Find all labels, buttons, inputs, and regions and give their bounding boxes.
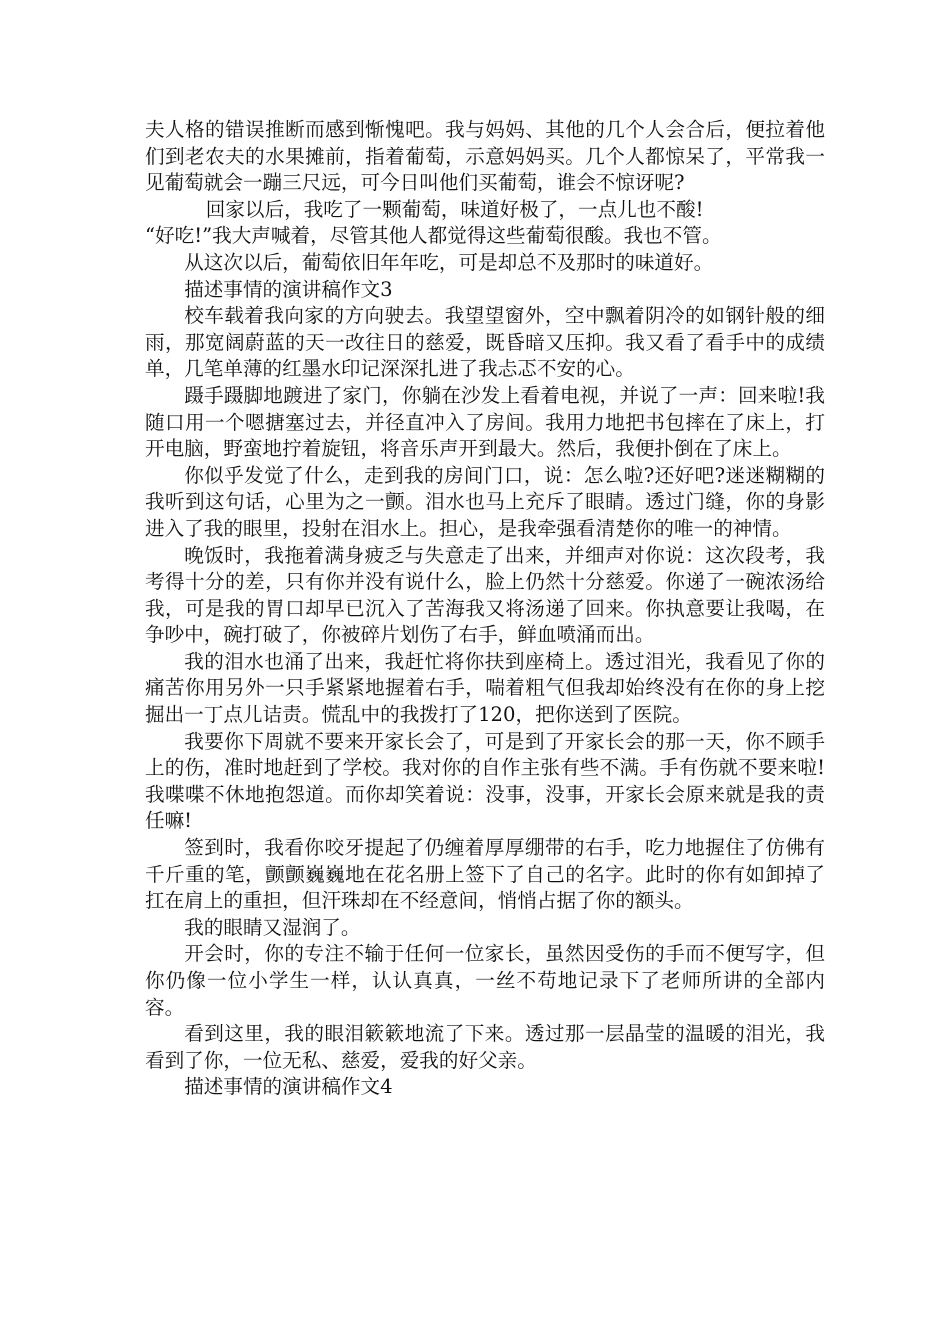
paragraph: 我要你下周就不要来开家长会了，可是到了开家长会的那一天，你不顾手上的伤，准时地赶到了学校。我对你的自作主张有些不满。手有伤就不要来啦!我喋喋不休地抱怨道。而你却笑着说：没事，没事，开家长会原来就是我的责任嘛!	[145, 729, 825, 833]
section-heading: 描述事情的演讲稿作文4	[184, 1075, 393, 1099]
paragraph: “好吃!”我大声喊着，尽管其他人都觉得这些葡萄很酸。我也不管。	[145, 224, 722, 248]
paragraph: 签到时，我看你咬牙提起了仍缠着厚厚绷带的右手，吃力地握住了仿佛有千斤重的笔，颤颤巍巍地在花名册上签下了自己的名字。此时的你有如卸掉了扛在肩上的重担，但汗珠却在不经意间，悄悄占据了你的额头。	[145, 836, 825, 913]
paragraph: 蹑手蹑脚地踱进了家门，你躺在沙发上看着电视，并说了一声：回来啦!我随口用一个嗯搪塞过去，并径直冲入了房间。我用力地把书包摔在了床上，打开电脑，野蛮地拧着旋钮，将音乐声开到最大。然后，我便扑倒在了床上。	[145, 383, 825, 461]
paragraph: 我的泪水也涌了出来，我赶忙将你扶到座椅上。透过泪光，我看见了你的痛苦你用另外一只手紧紧地握着右手，喘着粗气但我却始终没有在你的身上挖掘出一丁点儿诘责。慌乱中的我拨打了120，把你送到了医院。	[145, 649, 825, 727]
paragraph: 晚饭时，我拖着满身疲乏与失意走了出来，并细声对你说：这次段考，我考得十分的差，只有你并没有说什么，脸上仍然十分慈爱。你递了一碗浓汤给我，可是我的胃口却早已沉入了苦海我又将汤递了回来。你执意要让我喝，在争吵中，碗打破了，你被碎片划伤了右手，鲜血喷涌而出。	[145, 543, 825, 647]
paragraph: 你似乎发觉了什么，走到我的房间门口，说：怎么啦?还好吧?迷迷糊糊的我听到这句话，心里为之一颤。泪水也马上充斥了眼睛。透过门缝，你的身影进入了我的眼里，投射在泪水上。担心，是我牵强看清楚你的唯一的神情。	[145, 463, 825, 540]
paragraph: 看到这里，我的眼泪簌簌地流了下来。透过那一层晶莹的温暖的泪光，我看到了你，一位无私、慈爱，爱我的好父亲。	[145, 1022, 825, 1072]
paragraph: 我的眼睛又湿润了。	[184, 915, 361, 939]
paragraph: 从这次以后，葡萄依旧年年吃，可是却总不及那时的味道好。	[184, 250, 714, 274]
paragraph: 夫人格的错误推断而感到惭愧吧。我与妈妈、其他的几个人会合后，便拉着他们到老农夫的水果摊前，指着葡萄，示意妈妈买。几个人都惊呆了，平常我一见葡萄就会一蹦三尺远，可今日叫他们买葡萄，谁会不惊讶呢?	[145, 118, 825, 195]
section-heading: 描述事情的演讲稿作文3	[184, 277, 393, 301]
paragraph: 校车载着我向家的方向驶去。我望望窗外，空中飘着阴冷的如钢针般的细雨，那宽阔蔚蓝的天一改往日的慈爱，既昏暗又压抑。我又看了看手中的成绩单，几笔单薄的红墨水印记深深扎进了我忐忑不安的心。	[145, 304, 825, 381]
paragraph: 开会时，你的专注不输于任何一位家长，虽然因受伤的手而不便写字，但你仍像一位小学生一样，认认真真，一丝不苟地记录下了老师所讲的全部内容。	[145, 942, 825, 1019]
paragraph: 回家以后，我吃了一颗葡萄，味道好极了，一点儿也不酸!	[205, 197, 704, 221]
document-body	[145, 117, 825, 1101]
